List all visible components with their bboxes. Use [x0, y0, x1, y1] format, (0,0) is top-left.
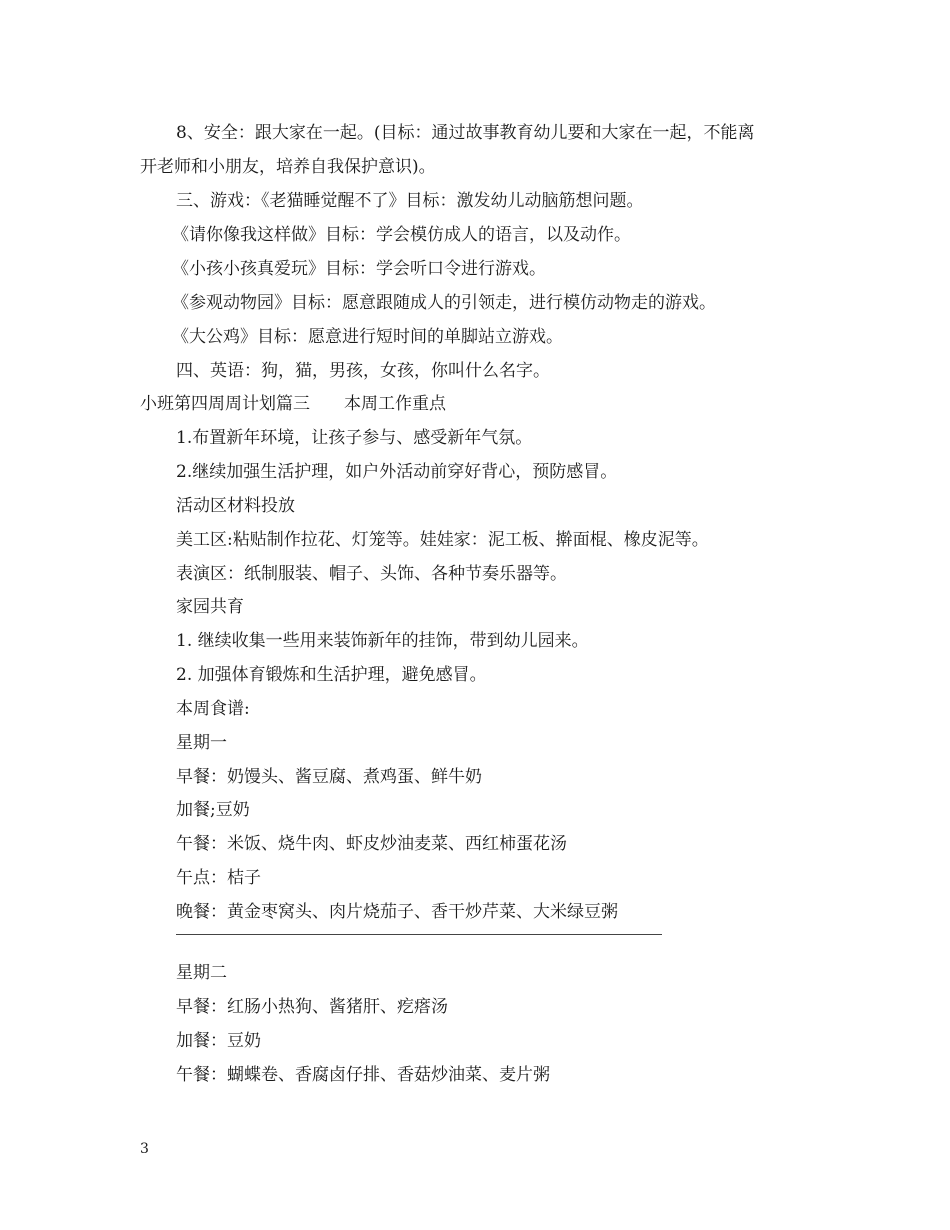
subheading: 活动区材料投放: [176, 496, 295, 516]
day-heading: 星期一: [176, 733, 227, 753]
text-line: 开老师和小朋友，培养自我保护意识)。: [140, 157, 436, 177]
text-line: 1.布置新年环境，让孩子参与、感受新年气氛。: [176, 428, 533, 448]
separator-line: [176, 934, 662, 935]
page-number: 3: [140, 1141, 149, 1157]
menu-item: 午餐：蝴蝶卷、香腐卤仔排、香菇炒油菜、麦片粥: [176, 1065, 550, 1085]
text-line: 三、游戏：《老猫睡觉醒不了》目标：激发幼儿动脑筋想问题。: [176, 191, 644, 211]
text-line: 《小孩小孩真爱玩》目标：学会听口令进行游戏。: [172, 259, 546, 279]
text-line: 《大公鸡》目标：愿意进行短时间的单脚站立游戏。: [172, 327, 563, 347]
text-line: 2. 加强体育锻炼和生活护理，避免感冒。: [176, 665, 487, 685]
text-line: 《请你像我这样做》目标：学会模仿成人的语言，以及动作。: [172, 225, 631, 245]
text-line: 8、安全：跟大家在一起。(目标：通过故事教育幼儿要和大家在一起，不能离: [176, 123, 755, 143]
section-heading: 小班第四周周计划篇三 本周工作重点: [140, 394, 446, 414]
menu-item: 午点：桔子: [176, 868, 261, 888]
menu-item: 晚餐：黄金枣窝头、肉片烧茄子、香干炒芹菜、大米绿豆粥: [176, 902, 618, 922]
menu-item: 早餐：奶馒头、酱豆腐、煮鸡蛋、鲜牛奶: [176, 767, 482, 787]
text-line: 美工区:粘贴制作拉花、灯笼等。娃娃家：泥工板、擀面棍、橡皮泥等。: [176, 530, 709, 550]
text-line: 表演区：纸制服装、帽子、头饰、各种节奏乐器等。: [176, 564, 567, 584]
text-line: 1. 继续收集一些用来装饰新年的挂饰，带到幼儿园来。: [176, 631, 589, 651]
subheading: 家园共育: [176, 597, 244, 617]
menu-item: 加餐;豆奶: [176, 800, 250, 820]
day-heading: 星期二: [176, 963, 227, 983]
text-line: 四、英语：狗，猫，男孩，女孩，你叫什么名字。: [176, 361, 550, 381]
menu-item: 午餐：米饭、烧牛肉、虾皮炒油麦菜、西红柿蛋花汤: [176, 834, 567, 854]
subheading: 本周食谱:: [176, 699, 250, 719]
text-line: 《参观动物园》目标：愿意跟随成人的引领走，进行模仿动物走的游戏。: [172, 293, 716, 313]
menu-item: 加餐：豆奶: [176, 1031, 261, 1051]
text-line: 2.继续加强生活护理，如户外活动前穿好背心，预防感冒。: [176, 462, 618, 482]
menu-item: 早餐：红肠小热狗、酱猪肝、疙瘩汤: [176, 997, 448, 1017]
